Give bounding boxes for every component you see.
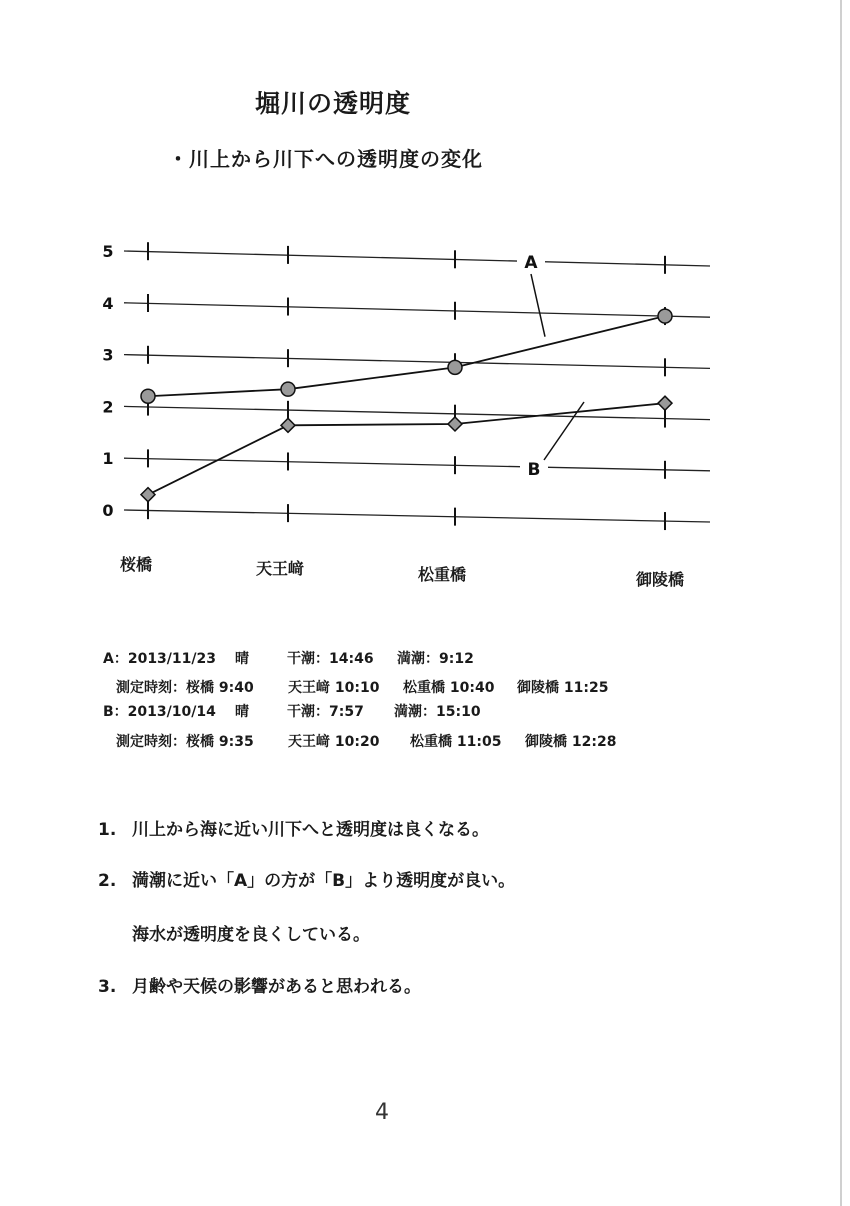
conclusion-1-number: 1. bbox=[98, 820, 117, 840]
series-a-point-1 bbox=[281, 382, 295, 396]
legend-label-b: B bbox=[527, 460, 541, 480]
note-b-time-matsushigebashi: 松重橋 11:05 bbox=[410, 734, 502, 750]
series-a-point-0 bbox=[141, 389, 155, 403]
y-tick-label-5: 5 bbox=[102, 242, 114, 261]
y-tick-label-2: 2 bbox=[102, 397, 114, 417]
page-title: 堀川の透明度 bbox=[255, 89, 412, 118]
y-tick-label-4: 4 bbox=[102, 293, 114, 313]
note-a-high-tide: 満潮：9:12 bbox=[397, 651, 474, 667]
gridline-3 bbox=[124, 355, 710, 369]
transparency-line-chart bbox=[0, 0, 850, 560]
category-label-goryobashi: 御陵橋 bbox=[636, 570, 685, 589]
series-b-point-2 bbox=[448, 417, 462, 431]
series-a-point-2 bbox=[448, 360, 462, 374]
legend-label-a: A bbox=[524, 253, 538, 273]
conclusion-3 bbox=[98, 972, 421, 997]
y-tick-label-0: 0 bbox=[102, 501, 114, 520]
note-b-times-label: 測定時刻：桜橋 9:35 bbox=[116, 734, 254, 750]
gridline-0 bbox=[124, 510, 710, 522]
series-b-point-0 bbox=[141, 488, 155, 502]
note-b-time-tennozaki: 天王﨑 10:20 bbox=[288, 734, 380, 750]
note-a-times-label: 測定時刻：桜橋 9:40 bbox=[116, 680, 254, 696]
note-b-label: B：2013/10/14 bbox=[103, 704, 216, 720]
note-a-time-goryobashi: 御陵橋 11:25 bbox=[517, 680, 609, 696]
note-b-weather: 晴 bbox=[235, 704, 249, 720]
gridline-4 bbox=[124, 303, 710, 317]
note-a-label: A：2013/11/23 bbox=[103, 651, 216, 667]
page-number: 4 bbox=[375, 1100, 389, 1125]
series-a-point-3 bbox=[658, 309, 672, 323]
note-a-weather: 晴 bbox=[235, 651, 249, 667]
category-label-sakurabashi: 桜橋 bbox=[120, 555, 153, 574]
conclusion-1-text: 川上から海に近い川下へと透明度は良くなる。 bbox=[132, 820, 489, 840]
conclusion-2-detail-text: 海水が透明度を良くしている。 bbox=[132, 925, 370, 945]
series-b-point-3 bbox=[658, 396, 672, 410]
conclusion-2-text: 満潮に近い「A」の方が「B」より透明度が良い。 bbox=[132, 871, 516, 891]
legend-b-leader bbox=[544, 402, 584, 460]
conclusion-2 bbox=[98, 866, 515, 891]
note-a-low-tide: 干潮：14:46 bbox=[287, 651, 374, 667]
series-b-point-1 bbox=[281, 418, 295, 432]
conclusion-3-text: 月齢や天候の影響があると思われる。 bbox=[132, 977, 421, 997]
conclusion-2-detail bbox=[132, 920, 370, 945]
gridline-2 bbox=[124, 406, 710, 419]
note-a-time-matsushigebashi: 松重橋 10:40 bbox=[403, 680, 495, 696]
y-tick-label-3: 3 bbox=[102, 345, 114, 365]
series-a-line bbox=[148, 316, 665, 396]
note-b-time-goryobashi: 御陵橋 12:28 bbox=[525, 734, 617, 750]
gridline-1 bbox=[124, 458, 710, 471]
y-tick-label-1: 1 bbox=[102, 449, 114, 469]
chart-subtitle: ・川上から川下への透明度の変化 bbox=[168, 147, 483, 171]
note-b-low-tide: 干潮：7:57 bbox=[287, 704, 364, 720]
note-a-time-tennozaki: 天王﨑 10:10 bbox=[288, 680, 380, 696]
category-label-tennozaki: 天王﨑 bbox=[256, 559, 305, 578]
conclusion-1 bbox=[98, 815, 489, 840]
note-b-high-tide: 満潮：15:10 bbox=[394, 704, 481, 720]
gridline-5 bbox=[124, 251, 710, 266]
category-label-matsushigebashi: 松重橋 bbox=[418, 565, 467, 584]
legend-a-leader bbox=[531, 274, 545, 337]
conclusion-3-number: 3. bbox=[98, 977, 117, 997]
conclusion-2-number: 2. bbox=[98, 871, 117, 891]
